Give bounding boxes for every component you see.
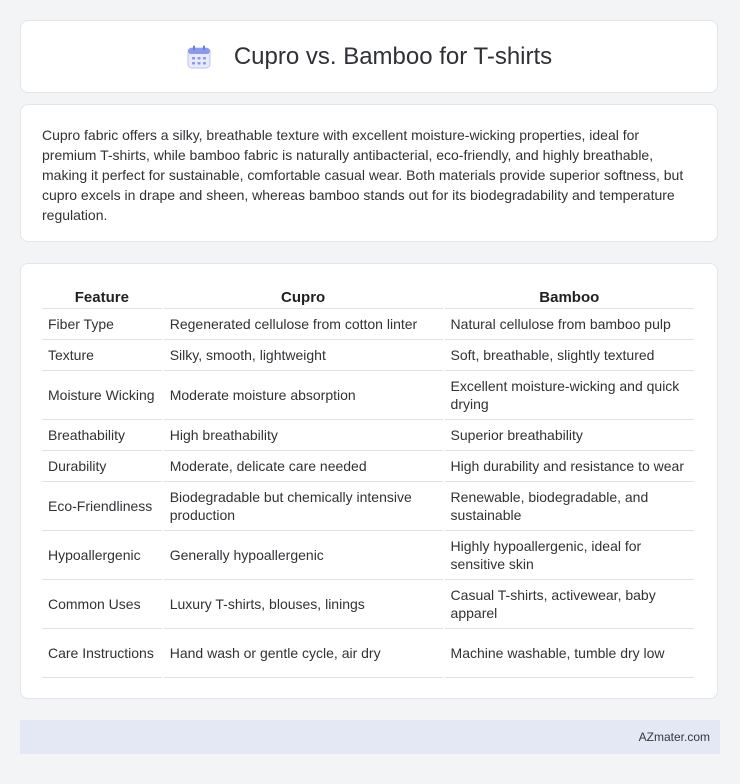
table-row xyxy=(42,420,694,451)
feature-cell: Texture xyxy=(42,340,162,371)
bamboo-cell: Highly hypoallergenic, ideal for sensitive skin xyxy=(445,531,694,580)
table-row xyxy=(42,531,694,580)
bamboo-cell: Machine washable, tumble dry low xyxy=(445,629,694,678)
feature-cell: Durability xyxy=(42,451,162,482)
header-cupro: Cupro xyxy=(164,284,443,309)
cupro-cell: Silky, smooth, lightweight xyxy=(164,340,443,371)
calendar-icon xyxy=(186,44,212,70)
comparison-table xyxy=(40,284,696,678)
bamboo-cell: Casual T-shirts, activewear, baby apparel xyxy=(445,580,694,629)
feature-cell: Breathability xyxy=(42,420,162,451)
cupro-cell: Regenerated cellulose from cotton linter xyxy=(164,309,443,340)
feature-cell: Common Uses xyxy=(42,580,162,629)
cupro-cell: Generally hypoallergenic xyxy=(164,531,443,580)
title-card xyxy=(20,20,718,93)
intro-card xyxy=(20,104,718,242)
table-row xyxy=(42,371,694,420)
footer-bar xyxy=(20,720,720,754)
table-row xyxy=(42,340,694,371)
cupro-cell: Luxury T-shirts, blouses, linings xyxy=(164,580,443,629)
table-row xyxy=(42,629,694,678)
cupro-cell: Moderate moisture absorption xyxy=(164,371,443,420)
bamboo-cell: Excellent moisture-wicking and quick drying xyxy=(445,371,694,420)
bamboo-cell: Superior breathability xyxy=(445,420,694,451)
header-bamboo: Bamboo xyxy=(445,284,694,309)
bamboo-cell: High durability and resistance to wear xyxy=(445,451,694,482)
feature-cell: Care Instructions xyxy=(42,629,162,678)
feature-cell: Eco-Friendliness xyxy=(42,482,162,531)
bamboo-cell: Natural cellulose from bamboo pulp xyxy=(445,309,694,340)
footer-brand[interactable]: AZmater.com xyxy=(638,730,710,744)
feature-cell: Hypoallergenic xyxy=(42,531,162,580)
feature-cell: Fiber Type xyxy=(42,309,162,340)
table-row xyxy=(42,580,694,629)
feature-cell: Moisture Wicking xyxy=(42,371,162,420)
header-feature: Feature xyxy=(42,284,162,309)
cupro-cell: Hand wash or gentle cycle, air dry xyxy=(164,629,443,678)
table-row xyxy=(42,482,694,531)
bamboo-cell: Renewable, biodegradable, and sustainable xyxy=(445,482,694,531)
table-header-row xyxy=(42,284,694,309)
cupro-cell: Moderate, delicate care needed xyxy=(164,451,443,482)
cupro-cell: High breathability xyxy=(164,420,443,451)
table-row xyxy=(42,451,694,482)
table-row xyxy=(42,309,694,340)
bamboo-cell: Soft, breathable, slightly textured xyxy=(445,340,694,371)
cupro-cell: Biodegradable but chemically intensive production xyxy=(164,482,443,531)
comparison-card xyxy=(20,263,718,699)
page-title: Cupro vs. Bamboo for T-shirts xyxy=(233,42,553,70)
intro-paragraph: Cupro fabric offers a silky, breathable texture with excellent moisture-wicking properties, ideal for premium T-shirts, while bamboo fabric is naturally antibacterial, eco-friendly, and highly breathable, making it perfect for sustainable, comfortable casual wear. Both materials provide superior softness, but cupro excels in drape and sheen, whereas bamboo stands out for its biodegradability and temperature regulation. xyxy=(42,127,684,223)
